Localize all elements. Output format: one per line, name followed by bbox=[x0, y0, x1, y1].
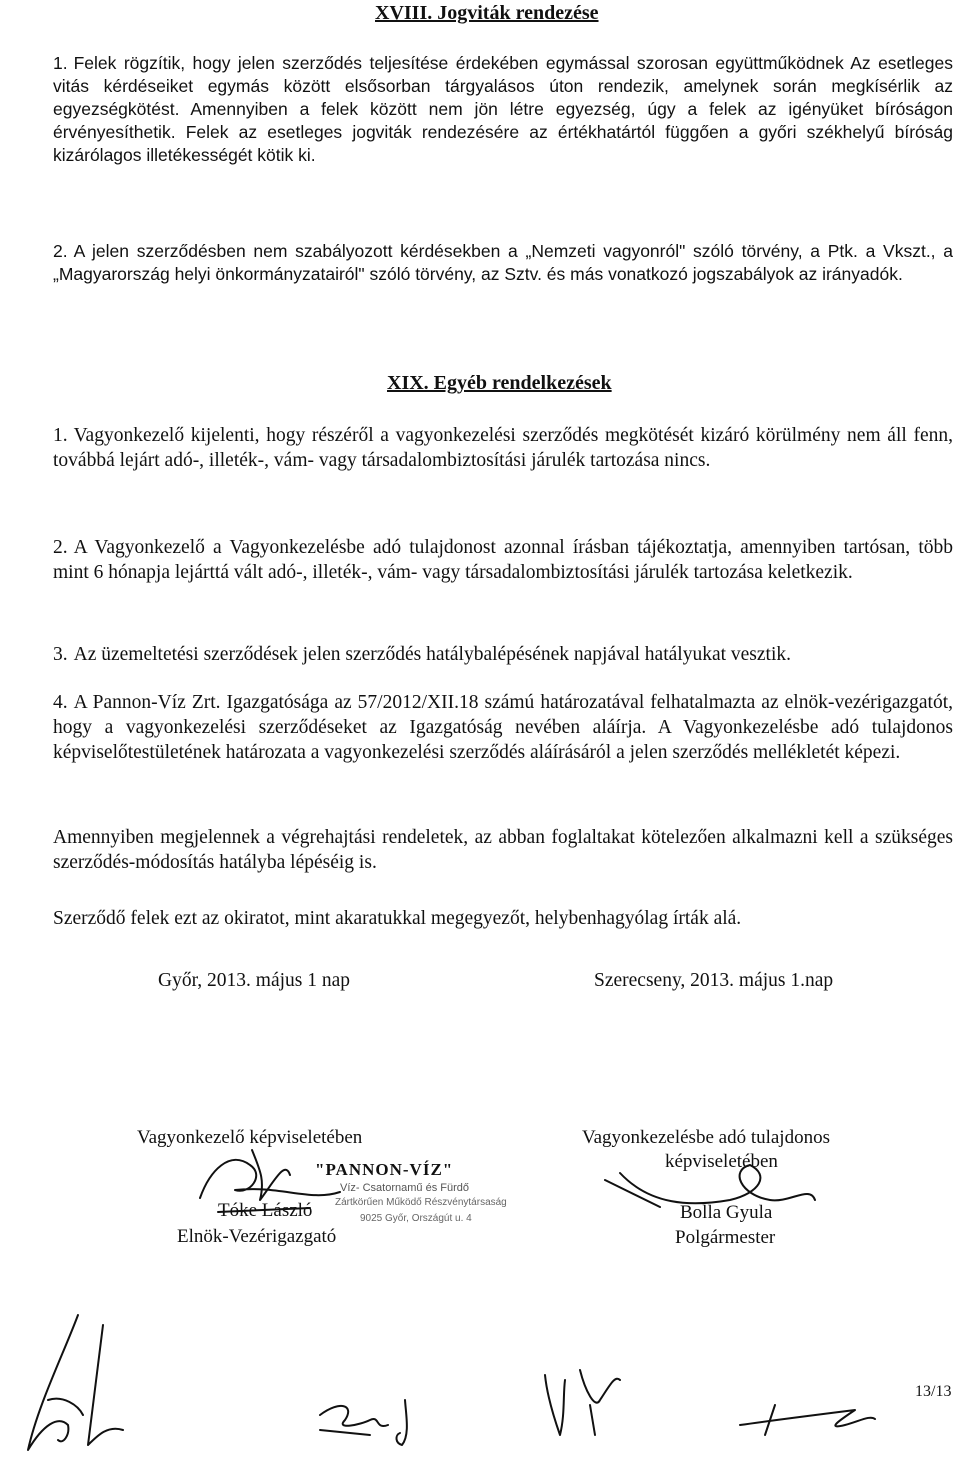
item-text: A Pannon-Víz Zrt. Igazgatósága az 57/2012/XII.18 számú határozatával felhatalmazta az elnök-vezérigazgatót, hogy a vagyonkezelési szerződéseket az Igazgatóság nevében aláírja. A Vagyonkezelésbe adó tulajdonos képviselőtestületének határozata a vagyonkezelési szerződés aláírásáról a jelen szerződés mellékletét képezi. bbox=[53, 692, 953, 763]
section-19-title: XIX. Egyéb rendelkezések bbox=[387, 372, 612, 394]
item-number: 2. bbox=[53, 241, 68, 261]
left-signer-name: Tóke László bbox=[218, 1200, 313, 1221]
section-18-item-1 bbox=[53, 52, 953, 167]
section-19-item-4 bbox=[53, 690, 953, 765]
section-19-item-2 bbox=[53, 535, 953, 585]
item-number: 4. bbox=[53, 692, 68, 713]
item-number: 1. bbox=[53, 425, 68, 446]
right-signer-name: Bolla Gyula bbox=[680, 1202, 773, 1223]
company-stamp-line2: Víz- Csatornamű és Fürdő bbox=[340, 1182, 469, 1194]
left-handwritten-signature bbox=[190, 1140, 390, 1230]
agreement-statement: Szerződő felek ezt az okiratot, mint akaratukkal megegyezőt, helybenhagyólag írták alá. bbox=[53, 908, 742, 929]
item-text: A Vagyonkezelő a Vagyonkezelésbe adó tulajdonost azonnal írásban tájékoztatja, amennyiben tartósan, több mint 6 hónapja lejárttá vált adó-, illeték-, vám- vagy társadalombiztosítási járulék tartozása keletkezik. bbox=[53, 537, 953, 583]
item-text: Felek rögzítik, hogy jelen szerződés teljesítése érdekében egymással szorosan együttműködnek Az esetleges vitás kérdéseiket egymás között elsősorban tárgyalásos úton rendezik, amelynek során megkísérlik az egyezségkötést. Amennyiben a felek között nem jön létre egyezség, úgy a felek az igényüket bíróságon érvényesíthetik. Felek az esetleges jogviták rendezésére az értékhatártól függően a győri székhelyű bíróság kizárólagos illetékességét kötik ki. bbox=[53, 53, 953, 165]
section-19-item-1 bbox=[53, 423, 953, 473]
item-text: Az üzemeltetési szerződések jelen szerződés hatálybalépésének napjával hatályukat vesztik. bbox=[73, 644, 792, 665]
company-stamp: "PANNON-VÍZ" bbox=[315, 1160, 454, 1179]
item-number: 2. bbox=[53, 537, 68, 558]
left-signer-title: Elnök-Vezérigazgató bbox=[177, 1226, 337, 1247]
item-number: 3. bbox=[53, 644, 68, 665]
item-text: A jelen szerződésben nem szabályozott kérdésekben a „Nemzeti vagyonról" szóló törvény, a Ptk. a Vkszt., a „Magyarország helyi önkormányzatairól" szóló törvény, az Sztv. és más vonatkozó jogszabályok az irányadók. bbox=[53, 241, 953, 284]
initials-signature-4 bbox=[735, 1395, 885, 1445]
section-18-item-2 bbox=[53, 240, 953, 286]
right-signature-role2: képviseletében bbox=[665, 1151, 778, 1172]
company-stamp-line3: Zártkörűen Működő Részvénytársaság bbox=[335, 1197, 507, 1208]
initials-signature-2 bbox=[310, 1385, 450, 1455]
section-18-title: XVIII. Jogviták rendezése bbox=[375, 2, 599, 24]
page-number: 13/13 bbox=[915, 1383, 952, 1400]
section-19-item-3 bbox=[53, 642, 953, 667]
initials-signature-1 bbox=[8, 1305, 148, 1465]
right-handwritten-signature bbox=[600, 1145, 840, 1235]
company-stamp-line4: 9025 Győr, Országút u. 4 bbox=[360, 1213, 472, 1224]
place-date-left: Győr, 2013. május 1 nap bbox=[158, 970, 351, 991]
initials-signature-3 bbox=[535, 1355, 655, 1445]
left-signature-role: Vagyonkezelő képviseletében bbox=[137, 1127, 363, 1148]
right-signature-role: Vagyonkezelésbe adó tulajdonos bbox=[582, 1127, 830, 1148]
item-number: 1. bbox=[53, 53, 68, 73]
place-date-right: Szerecseny, 2013. május 1.nap bbox=[594, 970, 834, 991]
right-signer-title: Polgármester bbox=[675, 1227, 776, 1248]
closing-paragraph: Amennyiben megjelennek a végrehajtási rendeletek, az abban foglaltakat kötelezően alkalmazni kell a szükséges szerződés-módosítás hatályba lépéséig is. bbox=[53, 827, 953, 873]
item-text: Vagyonkezelő kijelenti, hogy részéről a vagyonkezelési szerződés megkötését kizáró körülmény nem áll fenn, továbbá lejárt adó-, illeték-, vám- vagy társadalombiztosítási járulék tartozása nincs. bbox=[53, 425, 953, 471]
